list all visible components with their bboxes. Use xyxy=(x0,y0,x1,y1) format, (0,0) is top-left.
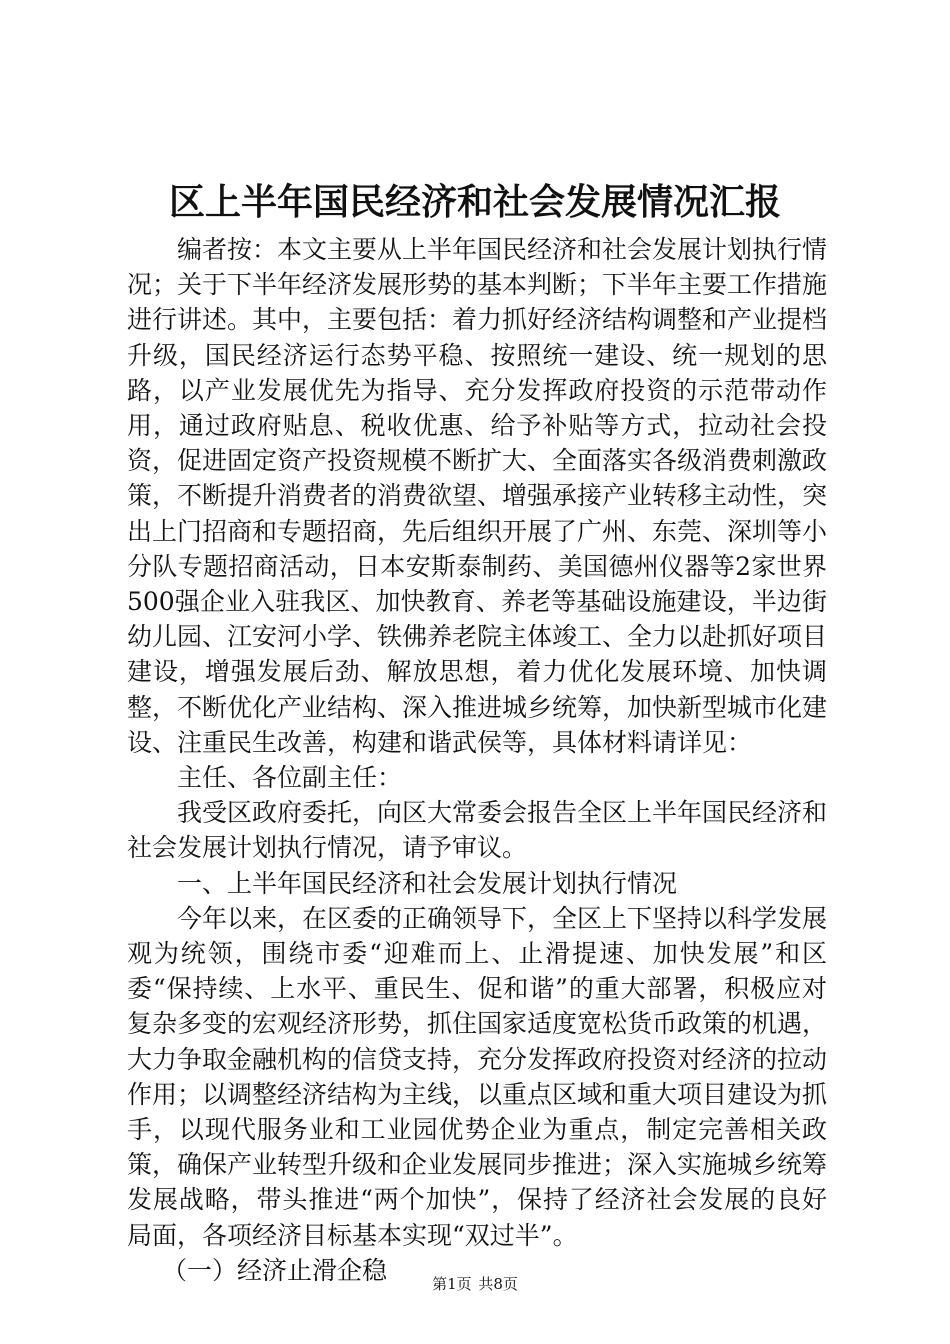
subsection-heading: （一）经济止滑企稳 xyxy=(162,1255,388,1285)
page-footer xyxy=(0,1274,950,1294)
section-heading: 一、上半年国民经济和社会发展计划执行情况 xyxy=(177,868,678,898)
editor-note-paragraph: 编者按：本文主要从上半年国民经济和社会发展计划执行情况；关于下半年经济发展形势的基本判断；下半年主要工作措施进行讲述。其中，主要包括：着力抓好经济结构调整和产业提档升级，国民经济运行态势平稳、按照统一建设、统一规划的思路，以产业发展优先为指导、充分发挥政府投资的示范带动作用，通过政府贴息、税收优惠、给予补贴等方式，拉动社会投资，促进固定资产投资规模不断扩大、全面落实各级消费刺激政策，不断提升消费者的消费欲望、增强承接产业转移主动性，突出上门招商和专题招商，先后组织开展了广州、东莞、深圳等小分队专题招商活动，日本安斯泰制药、美国德州仪器等2家世界500强企业入驻我区、加快教育、养老等基础设施建设，半边街幼儿园、江安河小学、铁佛养老院主体竣工、全力以赴抓好项目建设，增强发展后劲、解放思想，着力优化发展环境、加快调整，不断优化产业结构、深入推进城乡统筹，加快新型城市化建设、注重民生改善，构建和谐武侯等，具体材料请详见： xyxy=(127,235,828,757)
section-paragraph: 今年以来，在区委的正确领导下，全区上下坚持以科学发展观为统领，围绕市委“迎难而上、止滑提速、加快发展”和区委“保持续、上水平、重民生、促和谐”的重大部署，积极应对复杂多变的宏观经济形势，抓住国家适度宽松货币政策的机遇，大力争取金融机构的信贷支持，充分发挥政府投资对经济的拉动作用；以调整经济结构为主线，以重点区域和重大项目建设为抓手，以现代服务业和工业园优势企业为重点，制定完善相关政策，确保产业转型升级和企业发展同步推进；深入实施城乡统筹发展战略，带头推进“两个加快”，保持了经济社会发展的良好局面，各项经济目标基本实现“双过半”。 xyxy=(127,903,828,1250)
document-title: 区上半年国民经济和社会发展情况汇报 xyxy=(168,181,781,223)
intro-paragraph: 我受区政府委托，向区大常委会报告全区上半年国民经济和社会发展计划执行情况，请予审议。 xyxy=(127,798,828,863)
document-body xyxy=(127,232,827,1288)
page-number: 第1页 xyxy=(432,1275,472,1293)
salutation-paragraph: 主任、各位副主任： xyxy=(177,763,403,793)
page-total: 共8页 xyxy=(478,1275,518,1293)
